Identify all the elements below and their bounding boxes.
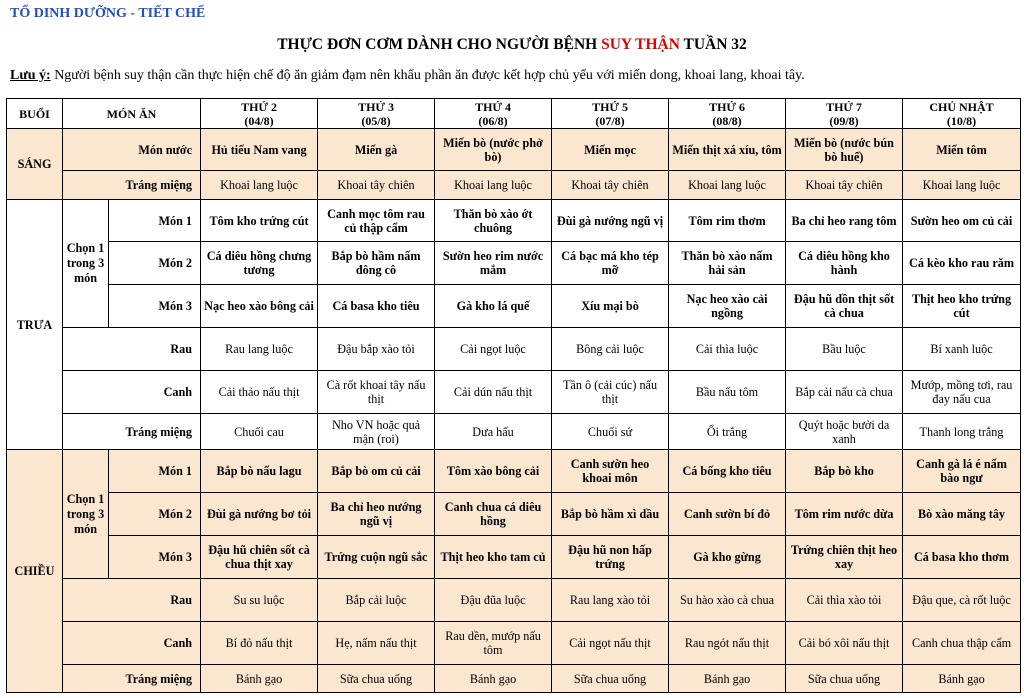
day-name: THỨ 2 [241,99,277,114]
menu-cell: Đùi gà nướng ngũ vị [552,200,669,242]
page-title [0,36,1024,54]
menu-cell: Cá basa kho thơm [903,536,1021,579]
row-label: Tráng miệng [63,665,201,693]
header-row [7,99,1021,129]
menu-cell: Bắp bò om củ cải [318,450,435,493]
col-day [903,99,1021,129]
table-row [7,171,1021,200]
table-row [7,129,1021,171]
row-label: Món 2 [109,493,201,536]
menu-cell: Xíu mại bò [552,285,669,328]
day-date: (09/8) [829,113,859,128]
session-trua: TRƯA [7,200,63,450]
menu-cell: Su hào xào cà chua [669,579,786,622]
menu-cell: Cá bống kho tiêu [669,450,786,493]
table-row [7,622,1021,665]
menu-cell: Canh sườn heo khoai môn [552,450,669,493]
menu-cell: Nho VN hoặc quả mận (roi) [318,414,435,450]
menu-cell: Su su luộc [201,579,318,622]
title-highlight: SUY THẬN [601,36,680,53]
menu-cell: Bí xanh luộc [903,328,1021,371]
menu-cell: Bánh gạo [669,665,786,693]
row-label: Rau [63,579,201,622]
menu-cell: Gà kho gừng [669,536,786,579]
menu-cell: Miến gà [318,129,435,171]
menu-cell: Đậu bắp xào tỏi [318,328,435,371]
menu-cell: Bầu luộc [786,328,903,371]
menu-cell: Đậu đũa luộc [435,579,552,622]
menu-cell: Hẹ, nấm nấu thịt [318,622,435,665]
menu-cell: Canh gà lá é nấm bào ngư [903,450,1021,493]
menu-cell: Bắp bò hầm xì dầu [552,493,669,536]
choose-one-label: Chọn 1 trong 3 món [63,200,109,328]
menu-cell: Gà kho lá quế [435,285,552,328]
menu-table [6,98,1021,693]
menu-cell: Cải thìa xào tỏi [786,579,903,622]
table-row [7,536,1021,579]
menu-cell: Bánh gạo [201,665,318,693]
row-label: Món 3 [109,536,201,579]
col-mon-an: MÓN ĂN [63,99,201,129]
menu-cell: Bông cải luộc [552,328,669,371]
table-row [7,414,1021,450]
menu-cell: Khoai tây chiên [318,171,435,200]
menu-cell: Cá diêu hồng chưng tương [201,242,318,285]
menu-cell: Mướp, mồng tơi, rau đay nấu cua [903,371,1021,414]
menu-cell: Thịt heo kho tam củ [435,536,552,579]
menu-cell: Canh chua cá diêu hồng [435,493,552,536]
col-day [435,99,552,129]
table-row [7,579,1021,622]
menu-cell: Khoai lang luộc [903,171,1021,200]
session-sang: SÁNG [7,129,63,200]
day-name: THỨ 5 [592,99,628,114]
menu-cell: Canh mọc tôm rau củ thập cẩm [318,200,435,242]
menu-cell: Thăn bò xào nấm hải sản [669,242,786,285]
menu-cell: Sữa chua uống [552,665,669,693]
menu-cell: Cải dún nấu thịt [435,371,552,414]
menu-cell: Nạc heo xào cải ngồng [669,285,786,328]
row-label: Món 1 [109,450,201,493]
menu-cell: Trứng cuộn ngũ sắc [318,536,435,579]
menu-cell: Đùi gà nướng bơ tỏi [201,493,318,536]
title-suffix: TUẦN 32 [679,36,747,53]
row-label: Món 2 [109,242,201,285]
menu-cell: Tôm rim thơm [669,200,786,242]
day-name: THỨ 7 [826,99,862,114]
menu-cell: Quýt hoặc bưởi da xanh [786,414,903,450]
menu-cell: Cà rốt khoai tây nấu thịt [318,371,435,414]
menu-cell: Tôm xào bông cải [435,450,552,493]
menu-cell: Bắp bò kho [786,450,903,493]
day-date: (10/8) [946,113,977,128]
menu-cell: Trứng chiên thịt heo xay [786,536,903,579]
menu-cell: Miến tôm [903,129,1021,171]
col-buoi: BUỔI [7,99,63,129]
note-text: Người bệnh suy thận cần thực hiện chế độ ăn giảm đạm nên khẩu phần ăn được kết hợp chủ yếu với miến dong, khoai lang, khoai tây. [50,68,805,83]
menu-cell: Cải ngọt luộc [435,328,552,371]
menu-cell: Khoai tây chiên [786,171,903,200]
menu-cell: Ổi trắng [669,414,786,450]
col-day [201,99,318,129]
day-name: THỨ 3 [358,99,394,114]
menu-cell: Đậu que, cà rốt luộc [903,579,1021,622]
menu-cell: Nạc heo xào bông cải [201,285,318,328]
day-name: THỨ 6 [709,99,745,114]
menu-cell: Dưa hấu [435,414,552,450]
row-label: Canh [63,371,201,414]
menu-cell: Bắp cải luộc [318,579,435,622]
menu-cell: Khoai lang luộc [201,171,318,200]
row-label: Canh [63,622,201,665]
menu-cell: Chuối sứ [552,414,669,450]
col-day [669,99,786,129]
menu-cell: Cải ngọt nấu thịt [552,622,669,665]
table-row [7,665,1021,693]
title-prefix: THỰC ĐƠN CƠM DÀNH CHO NGƯỜI BỆNH [277,36,602,53]
menu-cell: Miến mọc [552,129,669,171]
day-date: (06/8) [478,113,508,128]
col-day [786,99,903,129]
menu-cell: Sườn heo rim nước mắm [435,242,552,285]
menu-cell: Thịt heo kho trứng cút [903,285,1021,328]
menu-cell: Đậu hũ non hấp trứng [552,536,669,579]
menu-cell: Tôm rim nước dừa [786,493,903,536]
menu-cell: Sữa chua uống [318,665,435,693]
row-label: Tráng miệng [63,414,201,450]
menu-cell: Bắp bò hầm nấm đông cô [318,242,435,285]
menu-cell: Cá kèo kho rau răm [903,242,1021,285]
menu-cell: Miến bò (nước bún bò huế) [786,129,903,171]
menu-cell: Rau ngót nấu thịt [669,622,786,665]
menu-cell: Chuối cau [201,414,318,450]
day-date: (04/8) [244,113,274,128]
table-row [7,371,1021,414]
menu-cell: Khoai lang luộc [669,171,786,200]
menu-cell: Cải thìa luộc [669,328,786,371]
menu-cell: Tần ô (cải cúc) nấu thịt [552,371,669,414]
menu-cell: Bắp cải nấu cà chua [786,371,903,414]
department-label: TỔ DINH DƯỠNG - TIẾT CHẾ [10,6,206,21]
menu-cell: Sườn heo om củ cải [903,200,1021,242]
menu-cell: Đậu hũ dồn thịt sốt cà chua [786,285,903,328]
menu-cell: Khoai lang luộc [435,171,552,200]
col-day [318,99,435,129]
menu-cell: Thăn bò xào ớt chuông [435,200,552,242]
row-label: Món 3 [109,285,201,328]
menu-cell: Miến thịt xá xíu, tôm [669,129,786,171]
menu-cell: Miến bò (nước phở bò) [435,129,552,171]
row-label: Món 1 [109,200,201,242]
menu-cell: Khoai tây chiên [552,171,669,200]
day-name: CHỦ NHẬT [929,99,994,114]
menu-cell: Bánh gạo [903,665,1021,693]
choose-one-label: Chọn 1 trong 3 món [63,450,109,579]
col-day [552,99,669,129]
row-label: Món nước [63,129,201,171]
table-row [7,493,1021,536]
row-label: Rau [63,328,201,371]
note [10,68,805,84]
menu-cell: Đậu hũ chiên sốt cà chua thịt xay [201,536,318,579]
menu-cell: Ba chỉ heo rang tôm [786,200,903,242]
menu-cell: Tôm kho trứng cút [201,200,318,242]
menu-cell: Bầu nấu tôm [669,371,786,414]
menu-cell: Hủ tiếu Nam vang [201,129,318,171]
table-row [7,285,1021,328]
note-label: Lưu ý: [10,68,51,83]
session-chieu: CHIỀU [7,450,63,693]
table-row [7,450,1021,493]
menu-cell: Rau lang xào tỏi [552,579,669,622]
menu-cell: Canh chua thập cẩm [903,622,1021,665]
menu-cell: Bí đỏ nấu thịt [201,622,318,665]
menu-cell: Thanh long trắng [903,414,1021,450]
day-name: THỨ 4 [475,99,511,114]
table-row [7,242,1021,285]
menu-cell: Cá bạc má kho tép mỡ [552,242,669,285]
menu-cell: Bò xào măng tây [903,493,1021,536]
menu-cell: Ba chỉ heo nướng ngũ vị [318,493,435,536]
day-date: (05/8) [361,113,391,128]
menu-cell: Rau lang luộc [201,328,318,371]
menu-cell: Canh sườn bí đỏ [669,493,786,536]
menu-cell: Cải thảo nấu thịt [201,371,318,414]
day-date: (08/8) [712,113,742,128]
table-row [7,200,1021,242]
menu-cell: Bắp bò nấu lagu [201,450,318,493]
row-label: Tráng miệng [63,171,201,200]
menu-cell: Bánh gạo [435,665,552,693]
day-date: (07/8) [595,113,625,128]
menu-cell: Cá diêu hồng kho hành [786,242,903,285]
menu-cell: Rau dền, mướp nấu tôm [435,622,552,665]
table-row [7,328,1021,371]
menu-cell: Cá basa kho tiêu [318,285,435,328]
menu-cell: Sữa chua uống [786,665,903,693]
menu-cell: Cải bó xôi nấu thịt [786,622,903,665]
